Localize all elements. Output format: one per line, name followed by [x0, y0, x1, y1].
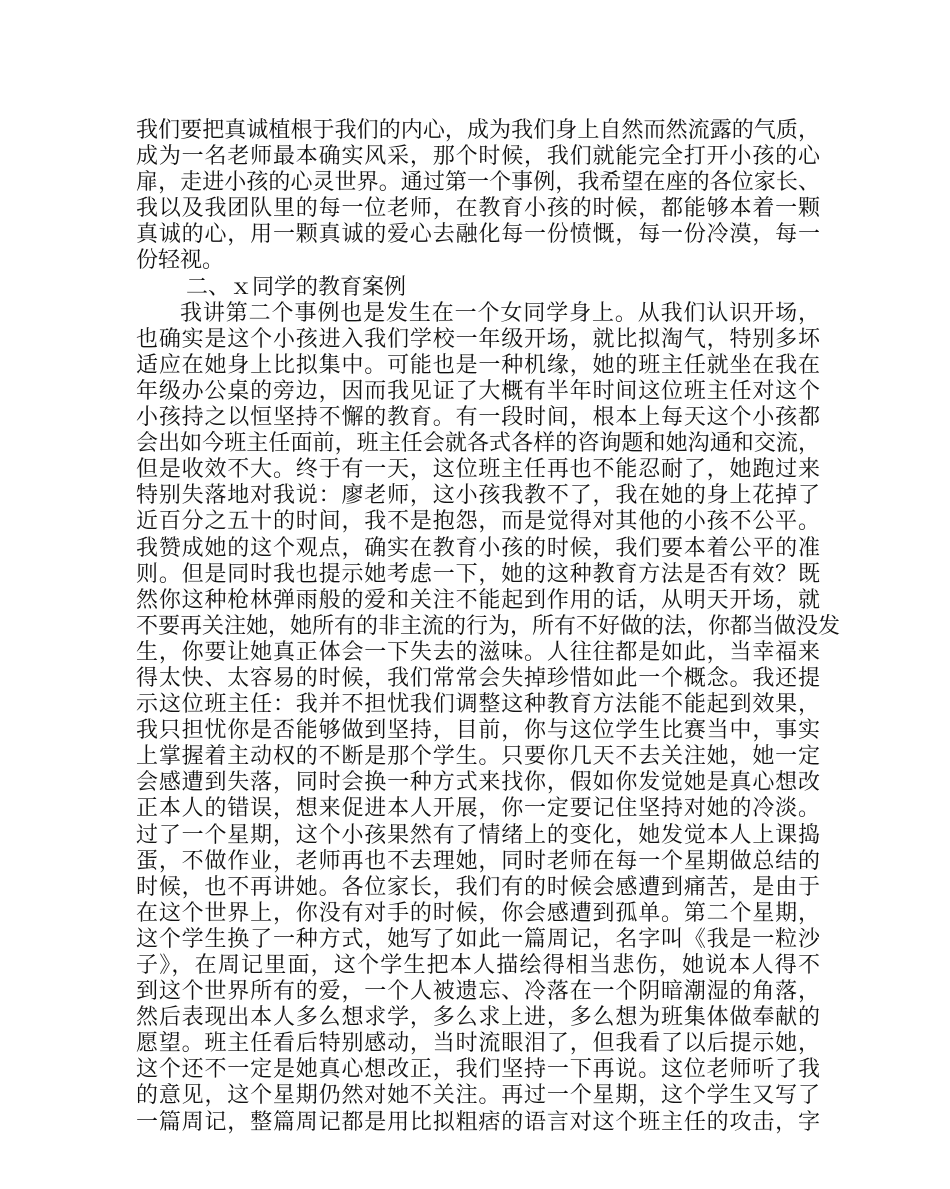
text-line: 生，你要让她真正体会一下失去的滋味。人往往都是如此，当幸福来	[136, 639, 820, 665]
text-line: 过了一个星期，这个小孩果然有了情绪上的变化，她发觉本人上课捣	[136, 822, 820, 848]
text-line: 扉，走进小孩的心灵世界。通过第一个事例，我希望在座的各位家长、	[136, 170, 820, 196]
text-line: 正本人的错误，想来促进本人开展，你一定要记住坚持对她的冷淡。	[136, 796, 820, 822]
text-line: 年级办公桌的旁边，因而我见证了大概有半年时间这位班主任对这个	[136, 378, 820, 404]
text-line: 我赞成她的这个观点，确实在教育小孩的时候，我们要本着公平的准	[136, 535, 820, 561]
text-line: 特别失落地对我说：廖老师，这小孩我教不了，我在她的身上花掉了	[136, 483, 820, 509]
text-line: 的意见，这个星期仍然对她不关注。再过一个星期，这个学生又写了	[136, 1083, 820, 1109]
text-line: 愿望。班主任看后特别感动，当时流眼泪了，但我看了以后提示她，	[136, 1031, 820, 1057]
text-line: 我讲第二个事例也是发生在一个女同学身上。从我们认识开场，	[180, 300, 820, 326]
text-line: 我们要把真诚植根于我们的内心，成为我们身上自然而然流露的气质，	[136, 118, 820, 143]
text-line: 然后表现出本人多么想求学，多么求上进，多么想为班集体做奉献的	[136, 1005, 820, 1031]
text-line: 然你这种枪林弹雨般的爱和关注不能起到作用的话，从明天开场，就	[136, 587, 820, 613]
text-line: 会出如今班主任面前，班主任会就各式各样的咨询题和她沟通和交流，	[136, 431, 820, 457]
text-line: 子》，在周记里面，这个学生把本人描绘得相当悲伤，她说本人得不	[136, 953, 820, 978]
text-line: 示这位班主任：我并不担忧我们调整这种教育方法能不能起到效果，	[136, 692, 820, 718]
text-line: 一篇周记，整篇周记都是用比拟粗痞的语言对这个班主任的攻击，字	[136, 1109, 820, 1135]
text-line: 真诚的心，用一颗真诚的爱心去融化每一份愤慨，每一份冷漠，每一	[136, 222, 820, 248]
text-line: 我以及我团队里的每一位老师，在教育小孩的时候，都能够本着一颗	[136, 196, 820, 222]
text-line: 小孩持之以恒坚持不懈的教育。有一段时间，根本上每天这个小孩都	[136, 405, 820, 431]
text-line: 上掌握着主动权的不断是那个学生。只要你几天不去关注她，她一定	[136, 744, 820, 770]
text-line: 这个还不一定是她真心想改正，我们坚持一下再说。这位老师听了我	[136, 1057, 820, 1083]
paragraph-2	[136, 300, 841, 1136]
section-heading: 二、ｘ同学的教育案例	[186, 274, 407, 300]
text-line: 成为一名老师最本确实风采，那个时候，我们就能完全打开小孩的心	[136, 144, 820, 170]
text-line: 份轻视。	[136, 248, 225, 274]
body-text	[136, 118, 841, 1136]
text-line: 得太快、太容易的时候，我们常常会失掉珍惜如此一个概念。我还提	[136, 665, 820, 691]
text-line: 但是收效不大。终于有一天，这位班主任再也不能忍耐了，她跑过来	[136, 457, 820, 483]
text-line: 不要再关注她，她所有的非主流的行为，所有不好做的法，你都当做没发	[136, 613, 841, 639]
text-line: 也确实是这个小孩进入我们学校一年级开场，就比拟淘气，特别多坏	[136, 326, 820, 352]
text-line: 蛋，不做作业，老师再也不去理她，同时老师在每一个星期做总结的	[136, 848, 820, 874]
text-line: 则。但是同时我也提示她考虑一下，她的这种教育方法是否有效？既	[136, 561, 820, 587]
text-line: 适应在她身上比拟集中。可能也是一种机缘，她的班主任就坐在我在	[136, 352, 820, 378]
text-line: 到这个世界所有的爱，一个人被遗忘、冷落在一个阴暗潮湿的角落，	[136, 979, 820, 1005]
text-line: 时候，也不再讲她。各位家长，我们有的时候会感遭到痛苦，是由于	[136, 874, 820, 900]
text-line: 会感遭到失落，同时会换一种方式来找你，假如你发觉她是真心想改	[136, 770, 820, 796]
paragraph-1	[136, 118, 820, 275]
text-line: 在这个世界上，你没有对手的时候，你会感遭到孤单。第二个星期，	[136, 900, 820, 926]
text-line: 我只担忧你是否能够做到坚持，目前，你与这位学生比赛当中，事实	[136, 718, 820, 744]
text-line: 这个学生换了一种方式，她写了如此一篇周记，名字叫《我是一粒沙	[136, 926, 820, 952]
text-line: 近百分之五十的时间，我不是抱怨，而是觉得对其他的小孩不公平。	[136, 509, 820, 535]
